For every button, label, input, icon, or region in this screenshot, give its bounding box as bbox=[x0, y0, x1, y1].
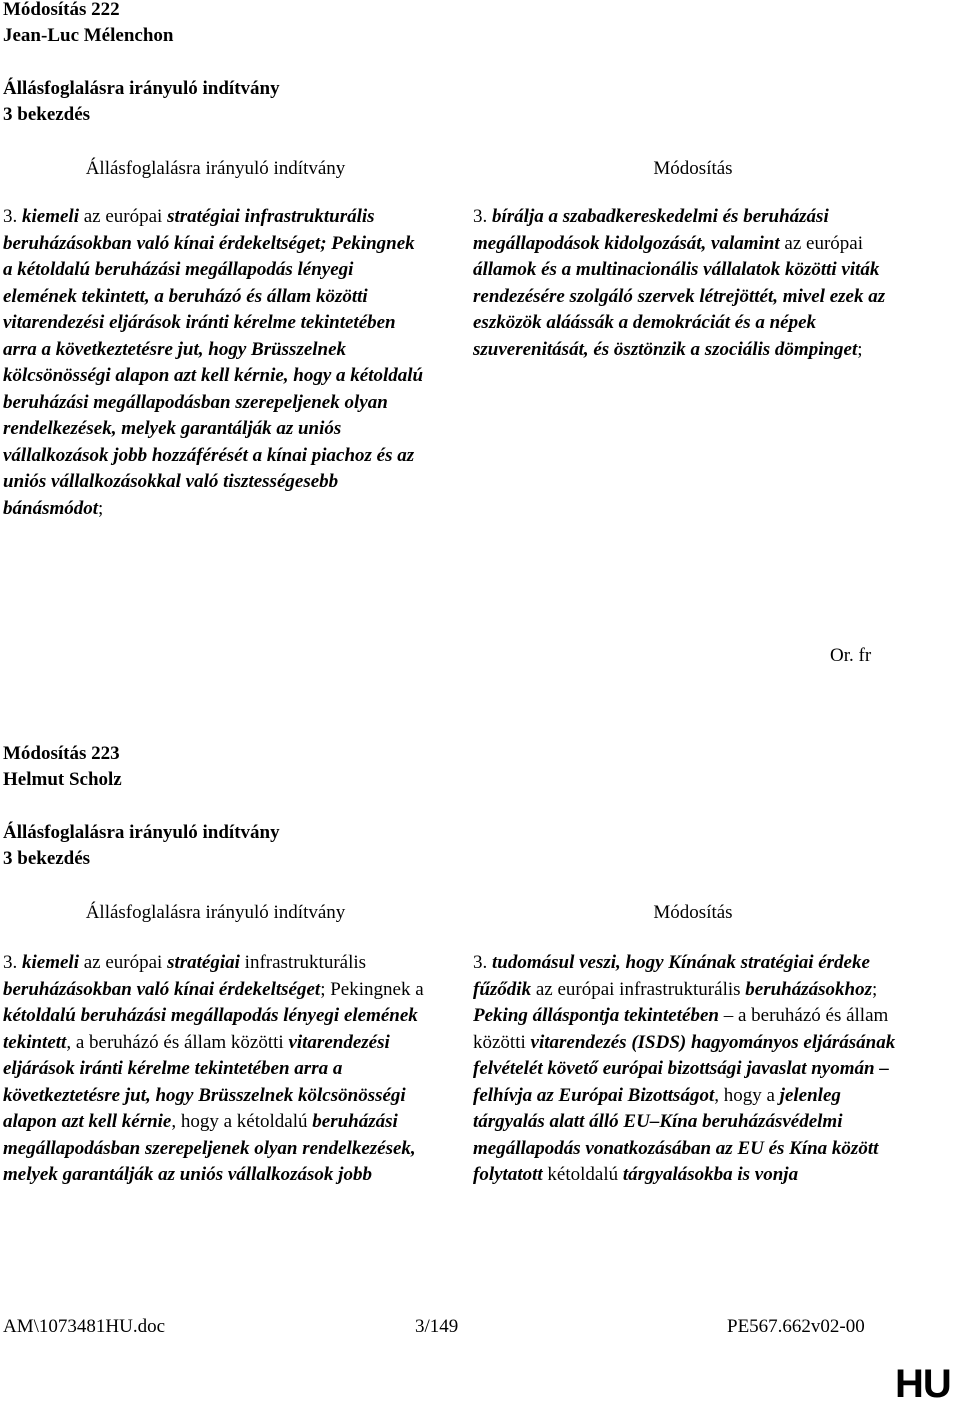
amendment-222-paragraph-ref: 3 bekezdés bbox=[3, 104, 91, 125]
amendment-222-original-text bbox=[3, 204, 428, 522]
text-segment: , a beruházó és állam közötti bbox=[66, 1031, 289, 1053]
amendment-223-left-header: Állásfoglalásra irányuló indítvány bbox=[85, 902, 346, 923]
text-segment: tudomásul veszi, hogy Kínának stratégiai érdeke fűződik bbox=[473, 952, 870, 1000]
text-segment: ; bbox=[872, 978, 878, 1000]
text-segment: az európai bbox=[78, 952, 168, 973]
footer-page-number: 3/149 bbox=[415, 1316, 459, 1337]
amendment-222-number: Módosítás 222 bbox=[3, 0, 120, 20]
text-segment: beruházásokban való kínai érdekeltséget bbox=[3, 978, 321, 1000]
amendment-222-amended-text bbox=[473, 204, 913, 363]
amendment-223-doc-type: Állásfoglalásra irányuló indítvány bbox=[3, 822, 280, 843]
text-segment: 3. bbox=[3, 952, 22, 973]
footer-pe-ref: PE567.662v02-00 bbox=[727, 1316, 865, 1337]
amendment-223-number: Módosítás 223 bbox=[3, 743, 120, 764]
text-segment: stratégiai infrastrukturális beruházásokban való kínai érdekeltséget; Pekingnek a kétoldalú beruházási megállapodás lényegi elemének tekintett, a beruházó és állam közötti vitarendezési eljárások iránti kérelme tekintetében arra a következtetésre jut, hogy Brüsszelnek kölcsönösségi alapon azt kell kérnie, hogy a kétoldalú beruházási megállapodásban szerepeljenek olyan rendelkezések, melyek garantálják az uniós vállalkozások jobb hozzáférését a kínai piachoz és az uniós vállalkozásokkal való tisztességesebb bánásmódot bbox=[3, 206, 424, 519]
text-segment: az európai bbox=[78, 206, 168, 227]
text-segment: stratégiai bbox=[167, 952, 240, 973]
text-segment: államok és a multinacionális vállalatok közötti viták rendezésére szolgáló szervek létrejöttét, mivel ezek az eszközök aláássák a demokráciát és a népek szuverenitását, és ösztönzik a szociális dömpinget bbox=[473, 259, 886, 360]
amendment-223-amended-text bbox=[473, 950, 913, 1189]
text-segment: tárgyalásokba is vonja bbox=[622, 1164, 799, 1185]
text-segment: kétoldalú beruházási megállapodás lényegi elemének tekintett bbox=[3, 1005, 418, 1053]
amendment-223-right-header: Módosítás bbox=[653, 902, 733, 923]
amendment-223-paragraph-ref: 3 bekezdés bbox=[3, 848, 91, 869]
text-segment: kiemeli bbox=[22, 952, 79, 973]
amendment-222-author: Jean-Luc Mélenchon bbox=[3, 25, 174, 46]
text-segment: vitarendezési eljárások iránti kérelme tekintetében arra a következtetésre jut, hogy Brüsszelnek kölcsönösségi alapon azt kell kérnie bbox=[3, 1031, 406, 1132]
text-segment: beruházási megállapodásban szerepeljenek olyan rendelkezések, melyek garantálják az uniós vállalkozások jobb bbox=[3, 1111, 416, 1185]
text-segment: , hogy a bbox=[714, 1084, 780, 1106]
text-segment: jelenleg tárgyalás alatt álló EU–Kína beruházásvédelmi megállapodás vonatkozásában az EU és Kína között folytatott bbox=[473, 1084, 879, 1185]
text-segment: az európai infrastrukturális bbox=[531, 978, 746, 1000]
text-segment: Peking álláspontja tekintetében bbox=[473, 1005, 719, 1026]
text-segment: kiemeli bbox=[22, 206, 79, 227]
language-badge: HU bbox=[895, 1362, 951, 1406]
text-segment: 3. bbox=[473, 952, 492, 973]
text-segment: bírálja a szabadkereskedelmi és beruházási megállapodások kidolgozását, valamint bbox=[473, 206, 829, 254]
text-segment: , hogy a kétoldalú bbox=[171, 1111, 313, 1132]
text-segment: infrastrukturális bbox=[239, 952, 367, 973]
amendment-222-original-language: Or. fr bbox=[830, 645, 872, 666]
amendment-222-left-header: Állásfoglalásra irányuló indítvány bbox=[85, 158, 346, 179]
text-segment: ; Pekingnek a bbox=[320, 978, 424, 1000]
text-segment: 3. bbox=[3, 206, 22, 227]
footer-doc-ref: AM\1073481HU.doc bbox=[3, 1316, 166, 1337]
amendment-222-right-header: Módosítás bbox=[653, 158, 733, 179]
text-segment: ; bbox=[857, 338, 863, 360]
text-segment: 3. bbox=[473, 206, 492, 227]
amendment-223-original-text bbox=[3, 950, 428, 1189]
text-segment: – a beruházó és állam közötti bbox=[473, 1005, 889, 1053]
text-segment: ; bbox=[98, 497, 104, 519]
amendment-222-doc-type: Állásfoglalásra irányuló indítvány bbox=[3, 78, 280, 99]
text-segment: az európai bbox=[779, 232, 863, 254]
text-segment: vitarendezés (ISDS) hagyományos eljárásának felvételét követő európai bizottsági javaslat nyomán – felhívja az Európai Bizottságot bbox=[473, 1031, 896, 1106]
text-segment: beruházásokhoz bbox=[745, 978, 872, 1000]
amendment-223-author: Helmut Scholz bbox=[3, 769, 122, 790]
text-segment: kétoldalú bbox=[542, 1164, 623, 1185]
